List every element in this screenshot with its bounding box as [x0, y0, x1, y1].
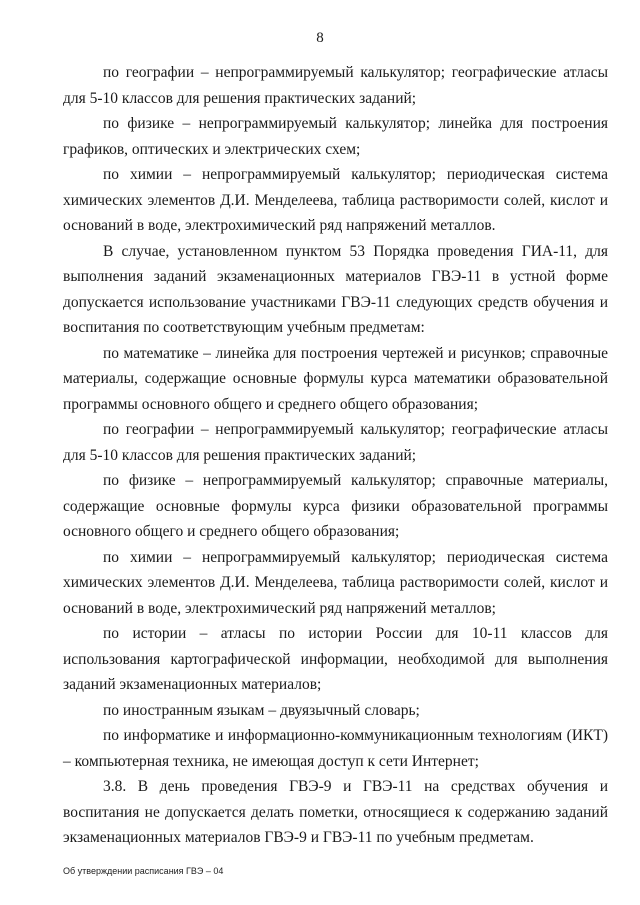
document-body	[63, 60, 608, 851]
paragraph-physics-2: по физике – непрограммируемый калькулятор; справочные материалы, содержащие основные формулы курса физики образовательной программы основного общего и среднего общего образования;	[63, 472, 608, 540]
paragraph-history: по истории – атласы по истории России для 10-11 классов для использования картографической информации, необходимой для выполнения заданий экзаменационных материалов;	[63, 625, 608, 693]
footer-note: Об утверждении расписания ГВЭ – 04	[63, 866, 224, 876]
paragraph-geography-1: по географии – непрограммируемый калькулятор; географические атласы для 5-10 классов для решения практических заданий;	[63, 64, 608, 107]
paragraph-chemistry-2: по химии – непрограммируемый калькулятор; периодическая система химических элементов Д.И. Менделеева, таблица растворимости солей, кислот и оснований в воде, электрохимический ряд напряжений металлов;	[63, 548, 608, 617]
paragraph-3-8: 3.8. В день проведения ГВЭ-9 и ГВЭ-11 на средствах обучения и воспитания не допускается делать пометки, относящиеся к содержанию заданий экзаменационных материалов ГВЭ-9 и ГВЭ-11 по учебным предметам.	[63, 778, 608, 846]
paragraph-informatics: по информатике и информационно-коммуникационным технологиям (ИКТ) – компьютерная техника, не имеющая доступ к сети Интернет;	[63, 727, 608, 770]
paragraph-physics-1: по физике – непрограммируемый калькулятор; линейка для построения графиков, оптических и электрических схем;	[63, 115, 608, 158]
paragraph-foreign-languages: по иностранным языкам – двуязычный словарь;	[103, 701, 420, 719]
page-number: 8	[316, 30, 324, 46]
paragraph-geography-2: по географии – непрограммируемый калькулятор; географические атласы для 5-10 классов для решения практических заданий;	[63, 421, 608, 464]
paragraph-oral-form-intro: В случае, установленном пунктом 53 Порядка проведения ГИА-11, для выполнения заданий экзаменационных материалов ГВЭ-11 в устной форме допускается использование участниками ГВЭ-11 следующих средств обучения и воспитания по соответствующим учебным предметам:	[63, 242, 608, 336]
paragraph-chemistry-1: по химии – непрограммируемый калькулятор; периодическая система химических элементов Д.И. Менделеева, таблица растворимости солей, кислот и оснований в воде, электрохимический ряд напряжений металлов.	[63, 166, 608, 234]
paragraph-mathematics: по математике – линейка для построения чертежей и рисунков; справочные материалы, содержащие основные формулы курса математики образовательной программы основного общего и среднего общего образования;	[63, 344, 608, 413]
